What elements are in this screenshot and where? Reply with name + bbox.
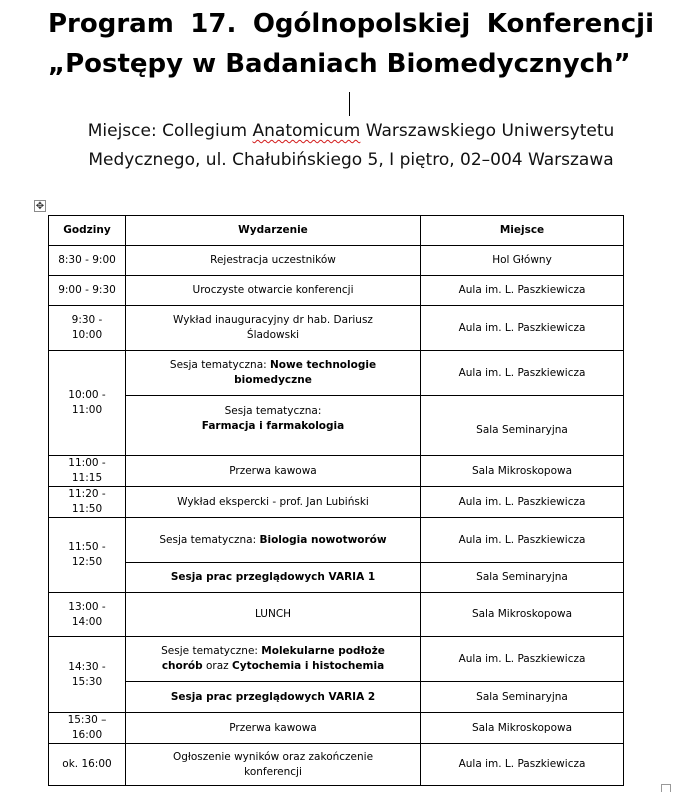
cell-hours: 9:00 - 9:30: [49, 276, 126, 306]
event-conjunction: oraz: [202, 660, 233, 672]
table-row: [49, 713, 624, 744]
title-line-1: [48, 4, 654, 44]
location-line-2: Medycznego, ul. Chałubińskiego 5, I piętro, 02–004 Warszawa: [88, 150, 614, 170]
cell-hours: 13:00 - 14:00: [49, 593, 126, 637]
cell-hours: 9:30 - 10:00: [49, 306, 126, 351]
event-title: Nowe technologie biomedyczne: [234, 359, 377, 386]
cell-event: [126, 396, 421, 456]
cell-event: [126, 744, 421, 786]
title-line-2: „Postępy w Badaniach Biomedycznych”: [48, 49, 631, 79]
table-row: [49, 487, 624, 518]
text-cursor: [349, 92, 350, 116]
location-rest: Warszawskiego Uniwersytetu: [360, 121, 615, 141]
cell-event: Wykład ekspercki - prof. Jan Lubiński: [126, 487, 421, 518]
event-title: Cytochemia i histochemia: [232, 660, 385, 672]
program-table: [48, 215, 624, 786]
cell-event: [126, 518, 421, 563]
cell-hours: 11:00 - 11:15: [49, 456, 126, 487]
title-word: 17.: [190, 9, 237, 39]
header-event: Wydarzenie: [126, 216, 421, 246]
table-move-handle-icon[interactable]: ✥: [35, 201, 45, 212]
table-row: [49, 396, 624, 456]
cell-event: Rejestracja uczestników: [126, 246, 421, 276]
cell-place: Sala Seminaryjna: [421, 396, 624, 456]
cell-place: Sala Seminaryjna: [421, 563, 624, 593]
cell-event: [126, 637, 421, 682]
cell-event: [126, 563, 421, 593]
cell-hours: 15:30 – 16:00: [49, 713, 126, 744]
table-row: [49, 351, 624, 396]
table-header-row: [49, 216, 624, 246]
location-line-1: [48, 117, 654, 146]
cell-hours: 14:30 - 15:30: [49, 637, 126, 713]
header-hours: Godziny: [49, 216, 126, 246]
cell-place: Aula im. L. Paszkiewicza: [421, 744, 624, 786]
cell-event: Uroczyste otwarcie konferencji: [126, 276, 421, 306]
table-row: [49, 456, 624, 487]
cell-event: LUNCH: [126, 593, 421, 637]
cell-hours: 10:00 - 11:00: [49, 351, 126, 456]
cell-event: [126, 682, 421, 713]
cell-place: Sala Mikroskopowa: [421, 593, 624, 637]
event-line: Śladowski: [246, 329, 300, 341]
cell-event: [126, 306, 421, 351]
event-title: chorób: [161, 660, 203, 672]
document-title: [48, 4, 654, 84]
event-prefix: Sesja tematyczna:: [224, 404, 322, 417]
event-title: Sesja prac przeglądowych VARIA 2: [170, 690, 376, 703]
location-prefix: Miejsce: Collegium: [87, 121, 253, 141]
event-line: Ogłoszenie wyników oraz zakończenie: [172, 750, 374, 763]
table-row: [49, 246, 624, 276]
event-prefix: Sesja tematyczna:: [169, 359, 271, 371]
title-word: Program: [48, 9, 174, 39]
event-line: Wykład inauguracyjny dr hab. Dariusz: [173, 314, 373, 326]
header-place: Miejsce: [421, 216, 624, 246]
table-resize-handle[interactable]: [661, 784, 671, 792]
cell-hours: 8:30 - 9:00: [49, 246, 126, 276]
event-title: Molekularne podłoże: [261, 645, 385, 657]
title-word: Konferencji: [486, 9, 654, 39]
table-row: [49, 563, 624, 593]
cell-place: Sala Seminaryjna: [421, 682, 624, 713]
cell-place: Aula im. L. Paszkiewicza: [421, 276, 624, 306]
cell-place: Sala Mikroskopowa: [421, 713, 624, 744]
cell-event: Przerwa kawowa: [126, 713, 421, 744]
table-row: [49, 276, 624, 306]
cell-place: Sala Mikroskopowa: [421, 456, 624, 487]
cell-place: Aula im. L. Paszkiewicza: [421, 306, 624, 351]
spellcheck-word[interactable]: Anatomicum: [252, 121, 361, 141]
cell-place: Aula im. L. Paszkiewicza: [421, 487, 624, 518]
event-prefix: Sesje tematyczne:: [161, 645, 262, 657]
cell-place: Hol Główny: [421, 246, 624, 276]
event-title: Farmacja i farmakologia: [201, 419, 345, 432]
cell-place: Aula im. L. Paszkiewicza: [421, 637, 624, 682]
table-row: [49, 518, 624, 563]
cell-hours: 11:50 - 12:50: [49, 518, 126, 593]
location-paragraph[interactable]: [48, 117, 654, 175]
table-row: [49, 593, 624, 637]
cell-event: Przerwa kawowa: [126, 456, 421, 487]
table-row: [49, 306, 624, 351]
table-row: [49, 637, 624, 682]
event-title: Sesja prac przeglądowych VARIA 1: [170, 571, 376, 583]
title-word: Ogólnopolskiej: [252, 9, 471, 39]
table-row: [49, 744, 624, 786]
cell-event: [126, 351, 421, 396]
cell-hours: 11:20 - 11:50: [49, 487, 126, 518]
event-title: Biologia nowotworów: [259, 533, 387, 546]
cell-place: Aula im. L. Paszkiewicza: [421, 351, 624, 396]
cell-hours: ok. 16:00: [49, 744, 126, 786]
event-line: konferencji: [244, 765, 302, 778]
event-prefix: Sesja tematyczna:: [159, 533, 260, 546]
cell-place: Aula im. L. Paszkiewicza: [421, 518, 624, 563]
table-row: [49, 682, 624, 713]
